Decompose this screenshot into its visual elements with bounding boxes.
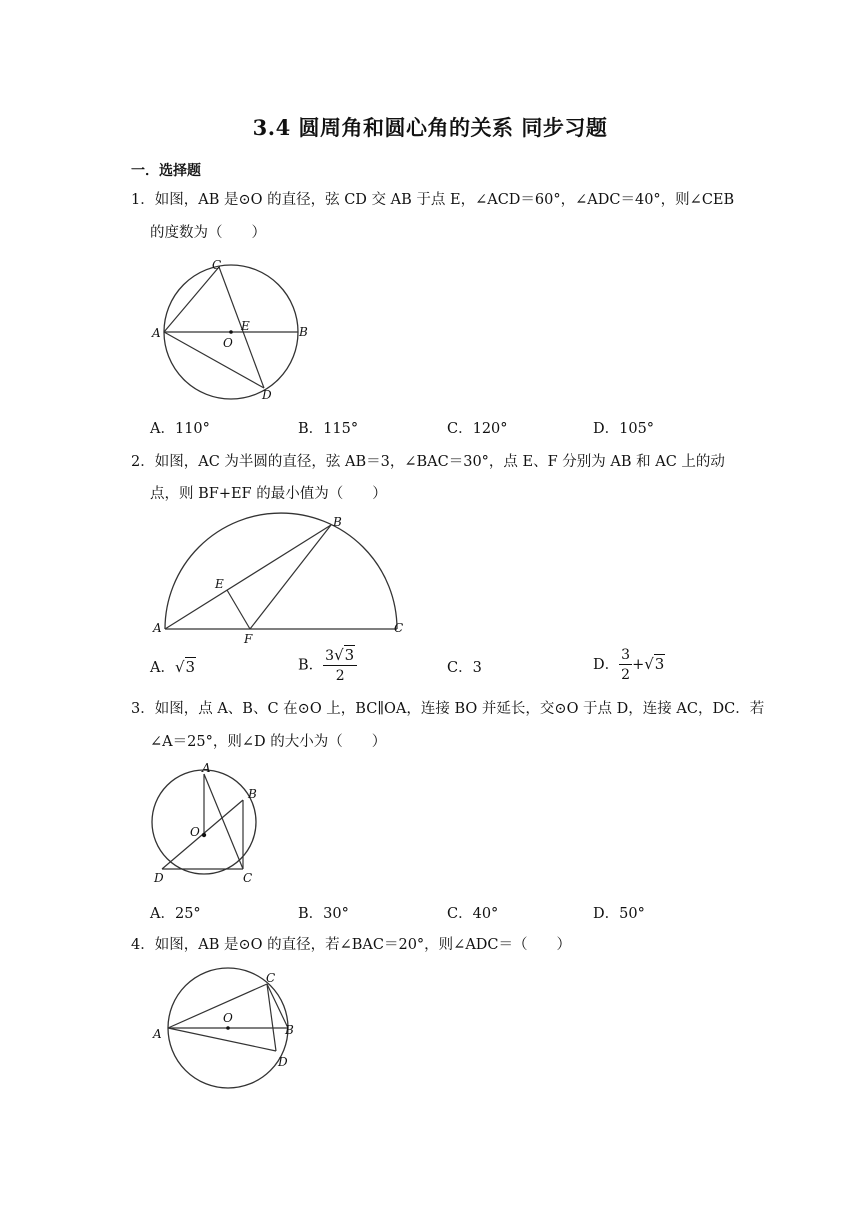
q2-chord-ab — [165, 525, 331, 629]
q1-label-c: C — [212, 258, 222, 272]
q4-chord-ac — [168, 984, 267, 1028]
q2-option-a-prefix: A． — [150, 660, 175, 676]
q4-label-d: D — [278, 1055, 288, 1069]
q2-option-d-sqrt: √3 — [644, 655, 665, 673]
q1-label-b: B — [299, 325, 308, 339]
q4-label-c: C — [266, 971, 276, 985]
q2-segment-bf — [250, 525, 331, 629]
q2-label-e: E — [215, 577, 224, 591]
q1-option-d: D．105° — [593, 421, 655, 437]
q3-label-a: A — [202, 761, 211, 775]
q3-stem-line2: ∠A＝25°，则∠D 的大小为（ ） — [150, 734, 387, 750]
q1-label-e: E — [241, 319, 250, 333]
q2-option-a-radicand: 3 — [185, 658, 196, 676]
q4-chord-ad — [168, 1028, 276, 1051]
q1-stem-line2: 的度数为（ ） — [150, 225, 266, 241]
q1-figure — [148, 256, 318, 406]
q2-stem-line1: 2．如图，AC 为半圆的直径，弦 AB＝3，∠BAC＝30°，点 E、F 分别为 AB 和 AC 上的动 — [131, 454, 725, 470]
q4-stem-line1: 4．如图，AB 是⊙O 的直径，若∠BAC＝20°，则∠ADC＝（ ） — [131, 937, 572, 953]
q2-label-f: F — [244, 632, 253, 646]
q2-option-b-fraction: $\frac{3√3}{2}$ — [323, 648, 357, 683]
q2-option-d-numerator: 3 — [621, 647, 631, 663]
q2-option-b-radicand: 3 — [344, 646, 355, 664]
q2-option-d-prefix: D． — [593, 657, 620, 673]
q2-option-b-coef: 3 — [325, 648, 335, 664]
q1-option-c: C．120° — [447, 421, 508, 437]
q2-label-c: C — [394, 621, 404, 635]
q4-center-dot — [226, 1026, 230, 1030]
q2-segment-ef — [227, 590, 250, 629]
q3-segment-ac — [204, 774, 243, 869]
page-title: 3.4 圆周角和圆心角的关系 同步习题 — [252, 115, 608, 140]
q3-option-c: C．40° — [447, 906, 499, 922]
q2-stem-line2: 点，则 BF+EF 的最小值为（ ） — [150, 486, 387, 502]
q2-option-a-sqrt: √3 — [174, 658, 196, 676]
q2-option-d-denominator: 2 — [621, 667, 631, 683]
q3-label-b: B — [248, 787, 257, 801]
q2-semicircle — [165, 513, 397, 629]
q1-label-d: D — [262, 388, 272, 402]
q2-option-d-plus: + — [632, 657, 645, 673]
q2-label-b: B — [333, 515, 342, 529]
section-heading: 一．选择题 — [131, 163, 201, 179]
q3-label-o: O — [190, 825, 200, 839]
q2-figure — [148, 510, 418, 648]
q4-label-b: B — [285, 1023, 294, 1037]
q3-label-c: C — [243, 871, 253, 885]
q1-option-b: B．115° — [298, 421, 359, 437]
q2-option-d-radicand: 3 — [654, 655, 665, 673]
q3-label-d: D — [154, 871, 164, 885]
q1-stem-line1: 1．如图，AB 是⊙O 的直径，弦 CD 交 AB 于点 E，∠ACD＝60°，∠ADC＝40°，则∠CEB — [131, 192, 735, 208]
q1-label-a: A — [152, 326, 161, 340]
q3-center-dot — [202, 833, 206, 837]
q2-option-b — [298, 648, 357, 683]
q2-option-b-denominator: 2 — [335, 668, 345, 684]
q2-label-a: A — [153, 621, 162, 635]
q1-chord-ad — [164, 332, 264, 388]
q3-stem-line1: 3．如图，点 A、B、C 在⊙O 上，BC∥OA，连接 BO 并延长，交⊙O 于点 D，连接 AC，DC．若 — [131, 701, 765, 717]
q2-option-d-fraction — [619, 648, 632, 682]
q2-option-b-prefix: B． — [298, 657, 324, 674]
q3-option-d: D．50° — [593, 906, 645, 922]
q3-figure — [146, 760, 276, 888]
q3-option-a: A．25° — [150, 906, 201, 922]
q2-option-a — [150, 656, 196, 677]
q1-center-dot — [229, 330, 233, 334]
q4-figure — [148, 965, 308, 1091]
q2-option-c: C．3 — [447, 660, 482, 676]
q1-label-o: O — [223, 336, 233, 350]
q1-option-a: A．110° — [150, 421, 210, 437]
q2-option-d — [593, 648, 665, 682]
q3-option-b: B．30° — [298, 906, 349, 922]
q4-label-o: O — [223, 1011, 233, 1025]
q4-label-a: A — [153, 1027, 162, 1041]
